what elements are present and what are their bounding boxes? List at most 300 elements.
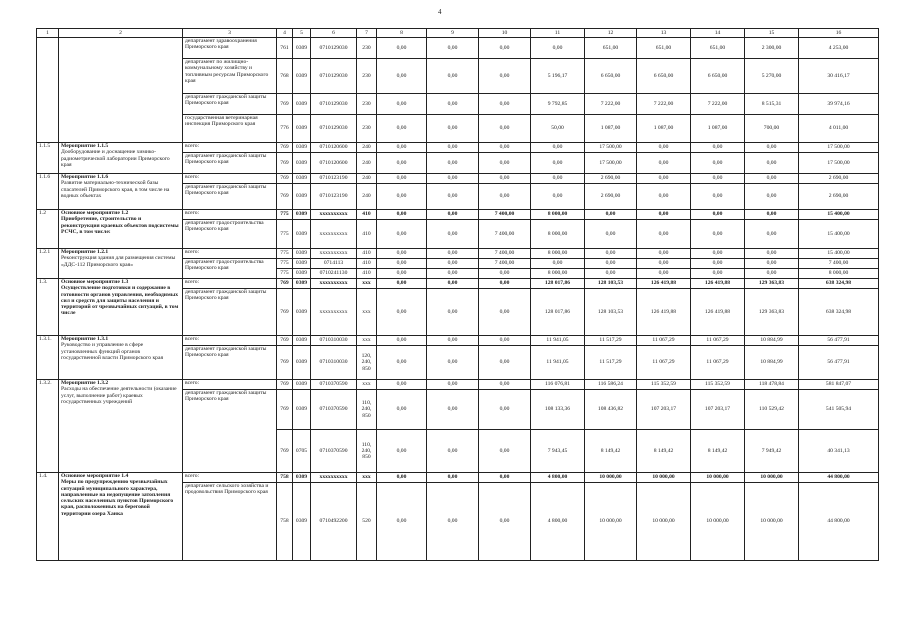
value-cell: 8 000,00 xyxy=(531,269,585,279)
value-cell: 115 352,59 xyxy=(637,380,691,390)
value-cell: 7 949,42 xyxy=(745,430,799,473)
value-cell: 115 352,59 xyxy=(691,380,745,390)
description-cell xyxy=(59,38,183,143)
value-cell: 775 xyxy=(277,220,293,249)
value-cell: 0,00 xyxy=(427,483,479,561)
value-cell: 0710370590 xyxy=(311,430,357,473)
row-number-cell: 1.3.2. xyxy=(37,380,59,473)
value-cell: 10 000,00 xyxy=(637,473,691,483)
value-cell: xxxxxxxxxx xyxy=(311,289,357,336)
measure-title: Мероприятие 1.1.6 xyxy=(61,174,109,180)
value-cell: 0710120600 xyxy=(311,143,357,153)
measure-description: Дооборудование и доснащение химико-радиометрической лаборатории Приморского края xyxy=(61,149,170,168)
column-header: 15 xyxy=(745,29,799,38)
row-number-cell xyxy=(37,38,59,143)
value-cell: 10 000,00 xyxy=(691,473,745,483)
value-cell: 129 363,83 xyxy=(745,279,799,289)
value-cell: 126 419,88 xyxy=(637,279,691,289)
value-cell: 0710129030 xyxy=(311,59,357,94)
value-cell: 11 941,05 xyxy=(531,336,585,346)
value-cell: 768 xyxy=(277,59,293,94)
value-cell: 0,00 xyxy=(637,259,691,269)
table-row xyxy=(37,38,879,59)
value-cell: 240 xyxy=(357,153,377,174)
value-cell: 44 800,00 xyxy=(799,483,879,561)
value-cell: 0309 xyxy=(293,249,311,259)
value-cell: 108 436,82 xyxy=(585,390,637,430)
value-cell: 5 270,00 xyxy=(745,59,799,94)
value-cell: 8 000,00 xyxy=(531,249,585,259)
value-cell: 1 087,00 xyxy=(637,115,691,143)
value-cell: 6 650,00 xyxy=(691,59,745,94)
value-cell: xxxxxxxxxx xyxy=(311,220,357,249)
value-cell: 17 500,00 xyxy=(585,153,637,174)
value-cell: 0,00 xyxy=(377,249,427,259)
value-cell: 7 943,45 xyxy=(531,430,585,473)
column-header: 9 xyxy=(427,29,479,38)
value-cell: 129 363,83 xyxy=(745,289,799,336)
measure-title: Основное мероприятие 1.4 xyxy=(61,473,129,479)
value-cell: 0309 xyxy=(293,153,311,174)
value-cell: 7 222,00 xyxy=(637,94,691,115)
value-cell: 0,00 xyxy=(427,473,479,483)
value-cell: 0,00 xyxy=(691,259,745,269)
row-number-cell: 1.1.6 xyxy=(37,174,59,210)
value-cell: 0,00 xyxy=(427,184,479,210)
value-cell: 230 xyxy=(357,115,377,143)
measure-description: Осуществление подготовки и содержание в готовности органов управления, необходимых сил и средств для защиты населения и территорий от чрезвычайных ситуаций, в том числе xyxy=(61,285,179,317)
value-cell: 2 690,00 xyxy=(799,184,879,210)
value-cell: xxxxxxxxxx xyxy=(311,210,357,220)
value-cell: 0,00 xyxy=(427,259,479,269)
value-cell: 0,00 xyxy=(691,174,745,184)
value-cell: 0,00 xyxy=(427,346,479,380)
column-header: 16 xyxy=(799,29,879,38)
value-cell: 0,00 xyxy=(479,390,531,430)
executor-cell: всего: xyxy=(183,143,277,153)
value-cell: 8 000,00 xyxy=(799,269,879,279)
value-cell: 0,00 xyxy=(585,249,637,259)
value-cell: 775 xyxy=(277,249,293,259)
column-header: 12 xyxy=(585,29,637,38)
value-cell: 0,00 xyxy=(377,289,427,336)
value-cell: 118 478,84 xyxy=(745,380,799,390)
value-cell: 0,00 xyxy=(637,210,691,220)
value-cell: 0,00 xyxy=(479,346,531,380)
measure-title: Мероприятие 1.1.5 xyxy=(61,143,109,149)
value-cell: 758 xyxy=(277,473,293,483)
value-cell: 17 500,00 xyxy=(799,143,879,153)
value-cell: 0,00 xyxy=(691,153,745,174)
value-cell: 9 792,85 xyxy=(531,94,585,115)
value-cell: 116 586,24 xyxy=(585,380,637,390)
value-cell: 775 xyxy=(277,210,293,220)
value-cell: 8 000,00 xyxy=(531,210,585,220)
value-cell: 0309 xyxy=(293,259,311,269)
value-cell: 0,00 xyxy=(427,143,479,153)
executor-cell: всего: xyxy=(183,336,277,346)
value-cell: 230 xyxy=(357,38,377,59)
value-cell: 0,00 xyxy=(377,174,427,184)
value-cell: 761 xyxy=(277,38,293,59)
value-cell: 0,00 xyxy=(377,483,427,561)
table-row xyxy=(37,380,879,390)
value-cell: xxx xyxy=(357,380,377,390)
value-cell: 0,00 xyxy=(691,220,745,249)
table-row xyxy=(37,143,879,153)
value-cell: 0,00 xyxy=(691,269,745,279)
value-cell: 0,00 xyxy=(531,153,585,174)
value-cell: 0710120600 xyxy=(311,153,357,174)
value-cell: 0,00 xyxy=(745,153,799,174)
value-cell: 0,00 xyxy=(427,249,479,259)
value-cell: 15 400,00 xyxy=(799,249,879,259)
value-cell: 0710129030 xyxy=(311,94,357,115)
value-cell: 10 000,00 xyxy=(585,483,637,561)
value-cell: 0,00 xyxy=(377,259,427,269)
executor-cell: департамент градостроительства Приморского края xyxy=(183,220,277,249)
value-cell: 7 222,00 xyxy=(585,94,637,115)
value-cell: xxxxxxxxxx xyxy=(311,279,357,289)
measure-description: Руководство и управление в сфере установленных функций органов государственной власти Приморского края xyxy=(61,342,164,361)
executor-cell: всего: xyxy=(183,249,277,259)
measure-title: Основное мероприятие 1.2 xyxy=(61,210,129,216)
value-cell: 15 400,00 xyxy=(799,210,879,220)
value-cell: 0,00 xyxy=(377,279,427,289)
executor-cell: департамент гражданской защиты Приморского края xyxy=(183,289,277,336)
value-cell: 0,00 xyxy=(427,279,479,289)
table-row xyxy=(37,210,879,220)
value-cell: 0,00 xyxy=(377,210,427,220)
value-cell: 0,00 xyxy=(427,380,479,390)
row-number-cell: 1.4. xyxy=(37,473,59,561)
table-row xyxy=(37,249,879,259)
value-cell: 6 650,00 xyxy=(637,59,691,94)
value-cell: 4 800,00 xyxy=(531,483,585,561)
row-number-cell: 1.1.5 xyxy=(37,143,59,174)
executor-cell: всего: xyxy=(183,210,277,220)
value-cell: 1 087,00 xyxy=(691,115,745,143)
value-cell: xxxxxxxxxx xyxy=(311,249,357,259)
description-cell xyxy=(59,174,183,210)
value-cell: 0,00 xyxy=(377,38,427,59)
value-cell: xxx xyxy=(357,289,377,336)
value-cell: 0,00 xyxy=(427,59,479,94)
value-cell: 581 847,07 xyxy=(799,380,879,390)
value-cell: 520 xyxy=(357,483,377,561)
value-cell: 6 650,00 xyxy=(585,59,637,94)
value-cell: 0,00 xyxy=(377,94,427,115)
value-cell: 0309 xyxy=(293,269,311,279)
value-cell: 0,00 xyxy=(745,143,799,153)
value-cell: xxx xyxy=(357,336,377,346)
value-cell: 0705 xyxy=(293,430,311,473)
executor-cell: департамент гражданской защиты Приморского края xyxy=(183,94,277,115)
value-cell: 0,00 xyxy=(377,269,427,279)
value-cell: 0,00 xyxy=(479,430,531,473)
value-cell: 769 xyxy=(277,380,293,390)
value-cell: 0714113 xyxy=(311,259,357,269)
value-cell: 758 xyxy=(277,483,293,561)
value-cell: 0309 xyxy=(293,38,311,59)
executor-cell: департамент сельского хозяйства и продовольствия Приморского края xyxy=(183,483,277,561)
value-cell: 56 477,91 xyxy=(799,336,879,346)
value-cell: 0,00 xyxy=(745,249,799,259)
value-cell: 0,00 xyxy=(531,38,585,59)
row-number-cell: 1.2 xyxy=(37,210,59,249)
value-cell: 0,00 xyxy=(585,210,637,220)
value-cell: 0,00 xyxy=(377,143,427,153)
column-header: 3 xyxy=(183,29,277,38)
value-cell: 776 xyxy=(277,115,293,143)
value-cell: 0,00 xyxy=(479,115,531,143)
executor-cell: всего: xyxy=(183,279,277,289)
executor-cell: всего: xyxy=(183,380,277,390)
value-cell: 0710129030 xyxy=(311,38,357,59)
column-header: 2 xyxy=(59,29,183,38)
value-cell: 0,00 xyxy=(745,269,799,279)
value-cell: 2 690,00 xyxy=(799,174,879,184)
value-cell: 7 400,00 xyxy=(799,259,879,269)
value-cell: 0,00 xyxy=(745,174,799,184)
value-cell: 8 515,31 xyxy=(745,94,799,115)
description-cell xyxy=(59,473,183,561)
value-cell: 769 xyxy=(277,390,293,430)
column-header: 13 xyxy=(637,29,691,38)
value-cell: 769 xyxy=(277,289,293,336)
value-cell: 769 xyxy=(277,143,293,153)
measure-title: Основное мероприятие 1.3 xyxy=(61,279,129,285)
column-header: 4 xyxy=(277,29,293,38)
value-cell: 769 xyxy=(277,94,293,115)
executor-cell: государственная ветеринарная инспекция Приморского края xyxy=(183,115,277,143)
value-cell: 0309 xyxy=(293,390,311,430)
table-row xyxy=(37,473,879,483)
value-cell: 0,00 xyxy=(427,336,479,346)
value-cell: 30 416,17 xyxy=(799,59,879,94)
value-cell: 0710310030 xyxy=(311,346,357,380)
value-cell: 0,00 xyxy=(377,59,427,94)
value-cell: 0,00 xyxy=(479,473,531,483)
value-cell: 17 500,00 xyxy=(799,153,879,174)
column-header: 14 xyxy=(691,29,745,38)
value-cell: 775 xyxy=(277,259,293,269)
value-cell: 128 103,53 xyxy=(585,279,637,289)
value-cell: 126 419,88 xyxy=(691,289,745,336)
value-cell: 230 xyxy=(357,94,377,115)
value-cell: 0,00 xyxy=(691,249,745,259)
header-row xyxy=(37,29,879,38)
value-cell: 108 133,36 xyxy=(531,390,585,430)
value-cell: 10 884,99 xyxy=(745,336,799,346)
value-cell: 15 400,00 xyxy=(799,220,879,249)
value-cell: 128 017,86 xyxy=(531,289,585,336)
value-cell: 0,00 xyxy=(479,94,531,115)
value-cell: 0,00 xyxy=(531,184,585,210)
value-cell: 11 517,29 xyxy=(585,336,637,346)
value-cell: 0,00 xyxy=(585,259,637,269)
value-cell: 769 xyxy=(277,346,293,380)
table-row xyxy=(37,174,879,184)
table-row xyxy=(37,279,879,289)
value-cell: 410 xyxy=(357,210,377,220)
table-body xyxy=(37,38,879,561)
column-header: 10 xyxy=(479,29,531,38)
value-cell: 0,00 xyxy=(745,220,799,249)
row-number-cell: 1.3. xyxy=(37,279,59,336)
value-cell: 0,00 xyxy=(479,184,531,210)
value-cell: 10 000,00 xyxy=(745,483,799,561)
description-cell xyxy=(59,279,183,336)
value-cell: 769 xyxy=(277,279,293,289)
value-cell: 769 xyxy=(277,174,293,184)
value-cell: 0,00 xyxy=(427,115,479,143)
value-cell: 0309 xyxy=(293,473,311,483)
value-cell: 0,00 xyxy=(479,269,531,279)
description-cell xyxy=(59,380,183,473)
value-cell: 0710123190 xyxy=(311,174,357,184)
value-cell: 110, 240, 850 xyxy=(357,430,377,473)
executor-cell: департамент гражданской защиты Приморского края xyxy=(183,390,277,473)
value-cell: 0,00 xyxy=(691,184,745,210)
executor-cell: департамент градостроительства Приморского края xyxy=(183,259,277,279)
value-cell: 0,00 xyxy=(479,143,531,153)
value-cell: 11 517,29 xyxy=(585,346,637,380)
value-cell: 0710370590 xyxy=(311,390,357,430)
value-cell: 0,00 xyxy=(427,153,479,174)
value-cell: 0309 xyxy=(293,210,311,220)
value-cell: 0710310030 xyxy=(311,336,357,346)
value-cell: 107 203,17 xyxy=(691,390,745,430)
value-cell: 8 149,42 xyxy=(585,430,637,473)
executor-cell: департамент гражданской защиты Приморского края xyxy=(183,153,277,174)
value-cell: 0,00 xyxy=(637,143,691,153)
value-cell: 0309 xyxy=(293,346,311,380)
executor-cell: департамент по жилищно-коммунальному хозяйству и топливным ресурсам Приморского края xyxy=(183,59,277,94)
value-cell: xxx xyxy=(357,279,377,289)
description-cell xyxy=(59,210,183,249)
value-cell: xxx xyxy=(357,473,377,483)
measure-description: Реконструкция здания для размещения системы «ДДС-112 Приморского края» xyxy=(61,255,176,268)
value-cell: 769 xyxy=(277,184,293,210)
value-cell: 8 149,42 xyxy=(691,430,745,473)
value-cell: 0,00 xyxy=(479,483,531,561)
value-cell: 0,00 xyxy=(479,336,531,346)
value-cell: 0,00 xyxy=(427,174,479,184)
value-cell: 0309 xyxy=(293,94,311,115)
row-number-cell: 1.2.1 xyxy=(37,249,59,279)
value-cell: 10 000,00 xyxy=(637,483,691,561)
value-cell: 7 400,00 xyxy=(479,220,531,249)
value-cell: 10 884,99 xyxy=(745,346,799,380)
value-cell: 0710241130 xyxy=(311,269,357,279)
value-cell: 0,00 xyxy=(691,210,745,220)
value-cell: 0,00 xyxy=(377,346,427,380)
value-cell: 0,00 xyxy=(479,59,531,94)
value-cell: 651,00 xyxy=(691,38,745,59)
value-cell: 0,00 xyxy=(637,269,691,279)
value-cell: 0710492200 xyxy=(311,483,357,561)
value-cell: 50,00 xyxy=(531,115,585,143)
value-cell: 39 974,16 xyxy=(799,94,879,115)
value-cell: 7 222,00 xyxy=(691,94,745,115)
value-cell: 775 xyxy=(277,269,293,279)
value-cell: 0,00 xyxy=(377,220,427,249)
value-cell: 0,00 xyxy=(479,38,531,59)
value-cell: 240 xyxy=(357,174,377,184)
value-cell: 2 690,00 xyxy=(585,174,637,184)
value-cell: 0,00 xyxy=(427,220,479,249)
value-cell: 56 477,91 xyxy=(799,346,879,380)
value-cell: 0309 xyxy=(293,174,311,184)
table-row xyxy=(37,336,879,346)
executor-cell: всего: xyxy=(183,473,277,483)
value-cell: 651,00 xyxy=(585,38,637,59)
value-cell: 0309 xyxy=(293,115,311,143)
executor-cell: всего: xyxy=(183,174,277,184)
row-number-cell: 1.3.1. xyxy=(37,336,59,380)
executor-cell: департамент гражданской защиты Приморского края xyxy=(183,184,277,210)
value-cell: 700,00 xyxy=(745,115,799,143)
value-cell: 651,00 xyxy=(637,38,691,59)
value-cell: 0,00 xyxy=(377,184,427,210)
value-cell: 0,00 xyxy=(479,279,531,289)
value-cell: 240 xyxy=(357,143,377,153)
value-cell: 410 xyxy=(357,249,377,259)
value-cell: 1 087,00 xyxy=(585,115,637,143)
measure-description: Развитие материально-технической базы спасателей Приморского края, в том числе на водных объектах xyxy=(61,180,170,199)
column-header: 8 xyxy=(377,29,427,38)
value-cell: 0,00 xyxy=(479,174,531,184)
value-cell: 0,00 xyxy=(637,184,691,210)
value-cell: 0309 xyxy=(293,143,311,153)
measure-title: Мероприятие 1.3.2 xyxy=(61,380,109,386)
measure-description: Меры по предупреждению чрезвычайных ситуаций муниципального характера, направленные на недопущение затопления сельских населенных пунктов Приморского края, расположенных на береговой территории озера Ханка xyxy=(61,479,174,517)
value-cell: 11 067,29 xyxy=(637,336,691,346)
measure-description: Приобретение, строительство и реконструкция краевых объектов подсистемы РСЧС, в том числе: xyxy=(61,216,179,235)
description-cell xyxy=(59,143,183,174)
value-cell: 0,00 xyxy=(637,174,691,184)
value-cell: 8 000,00 xyxy=(531,220,585,249)
value-cell: 0,00 xyxy=(745,259,799,269)
value-cell: 769 xyxy=(277,153,293,174)
value-cell: 11 941,05 xyxy=(531,346,585,380)
value-cell: 0710129030 xyxy=(311,115,357,143)
value-cell: 11 067,29 xyxy=(691,346,745,380)
value-cell: 0,00 xyxy=(585,220,637,249)
value-cell: 0710370590 xyxy=(311,380,357,390)
value-cell: 4 253,00 xyxy=(799,38,879,59)
value-cell: 10 000,00 xyxy=(585,473,637,483)
value-cell: 0,00 xyxy=(377,336,427,346)
value-cell: 0,00 xyxy=(745,210,799,220)
value-cell: 0,00 xyxy=(745,184,799,210)
value-cell: 0,00 xyxy=(531,259,585,269)
value-cell: 107 203,17 xyxy=(637,390,691,430)
value-cell: 0,00 xyxy=(637,220,691,249)
value-cell: 0,00 xyxy=(479,289,531,336)
value-cell: 8 149,42 xyxy=(637,430,691,473)
value-cell: 120, 240, 850 xyxy=(357,346,377,380)
value-cell: 0,00 xyxy=(427,269,479,279)
value-cell: 0,00 xyxy=(637,249,691,259)
value-cell: 0,00 xyxy=(479,380,531,390)
value-cell: 0309 xyxy=(293,59,311,94)
value-cell: 11 067,29 xyxy=(691,336,745,346)
value-cell: 0,00 xyxy=(427,289,479,336)
measure-description: Расходы на обеспечение деятельности (оказание услуг, выполнение работ) краевых государственных учреждений xyxy=(61,386,177,405)
value-cell: 0,00 xyxy=(531,174,585,184)
